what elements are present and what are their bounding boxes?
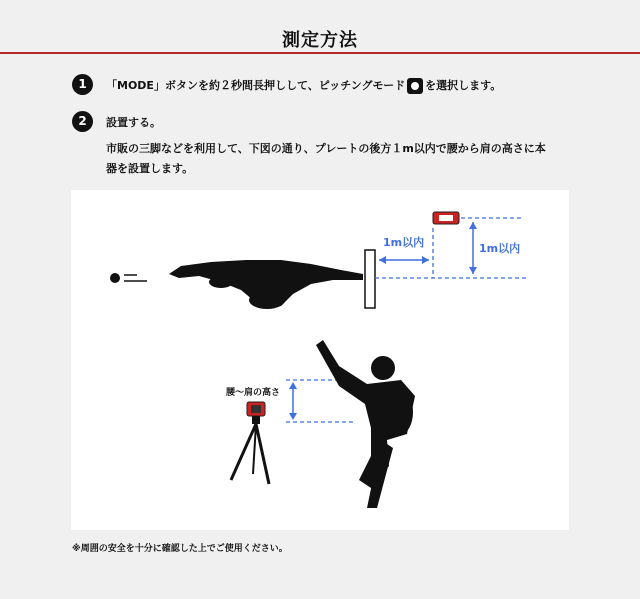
safety-note: ※周囲の安全を十分に確認した上でご使用ください。: [72, 544, 288, 554]
distance-label: 1m以内: [383, 236, 425, 249]
step-2-number: 2: [72, 111, 93, 132]
title-divider: [0, 52, 640, 54]
step-2-detail-line-1: 市販の三脚などを利用して、下図の通り、プレートの後方１m以内で腰から肩の高さに本: [106, 142, 546, 155]
device-icon: [433, 212, 459, 224]
pitchers-plate: [365, 250, 375, 308]
step-1-text-before: 「MODE」ボタンを約２秒間長押しして、ピッチングモード: [106, 79, 406, 92]
setup-diagram: [71, 190, 569, 530]
tripod-with-device-icon: [231, 402, 269, 484]
step-1-number: 1: [72, 74, 93, 95]
ball-icon: [110, 273, 120, 283]
page-title: 測定方法: [282, 30, 358, 51]
pitcher-lunge-silhouette: [169, 260, 363, 309]
step-1-text-after: を選択します。: [425, 79, 502, 92]
step-2-heading: 設置する。: [106, 116, 161, 129]
pitching-mode-icon: [407, 78, 423, 94]
pitcher-windup-silhouette: [316, 340, 415, 508]
waist-shoulder-label: 腰～肩の高さ: [226, 388, 281, 398]
step-1-text: [106, 77, 501, 94]
height-label: 1m以内: [479, 242, 521, 255]
step-2-detail-line-2: 器を設置します。: [106, 162, 194, 175]
